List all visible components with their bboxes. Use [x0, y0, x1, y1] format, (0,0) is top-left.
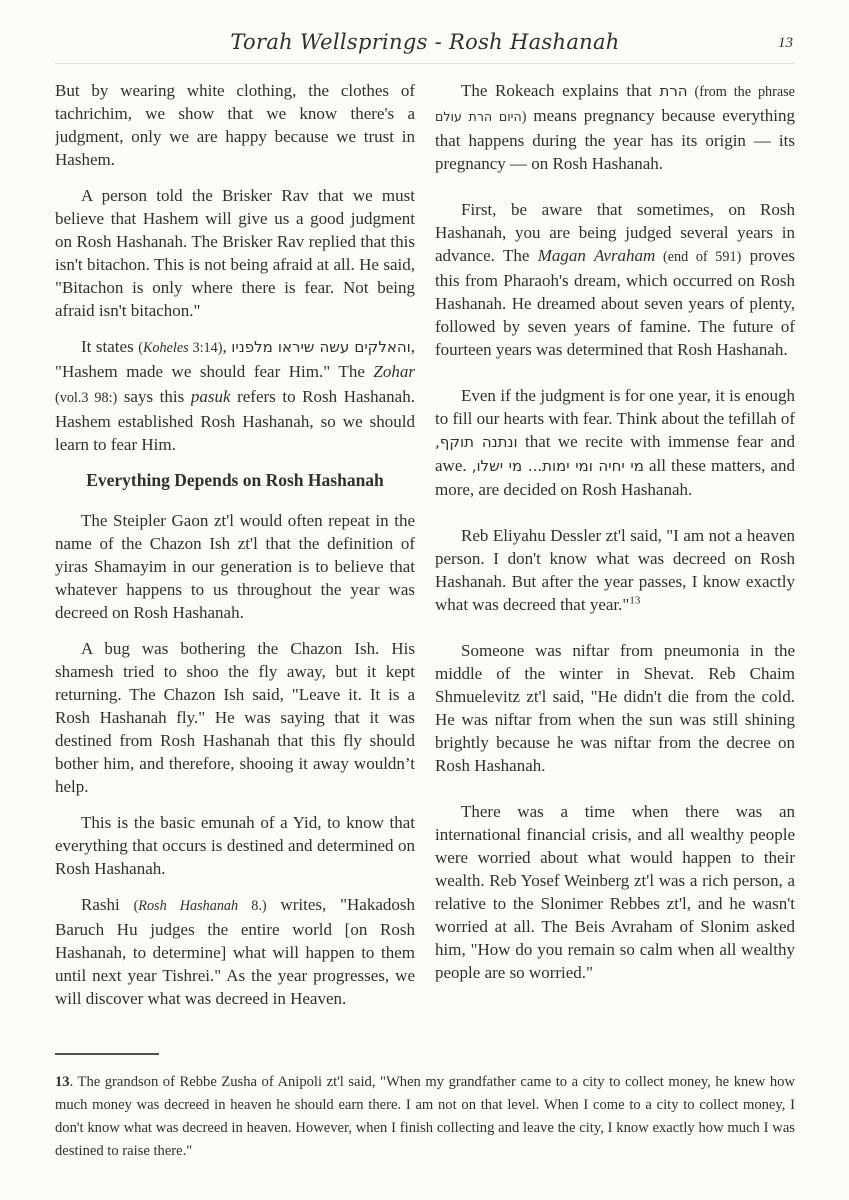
text-run: says this	[117, 387, 191, 406]
text-run: Rashi	[81, 895, 134, 914]
paragraph	[435, 800, 795, 984]
page-number: 13	[778, 35, 793, 51]
text-run: writes, "Hakadosh Baruch Hu judges the entire world [on Rosh Hashanah, to determine] what will happen to them until next year Tishrei." As the year progresses, we will discover what was decreed in Heaven.	[55, 895, 415, 1008]
footnote-area	[55, 1053, 795, 1163]
right-column	[435, 79, 795, 1047]
paragraph	[435, 384, 795, 501]
section-heading: Everything Depends on Rosh Hashanah	[86, 470, 384, 490]
text-run: Zohar	[373, 362, 415, 381]
text-run: 8.)	[238, 898, 267, 914]
text-run: Someone was niftar from pneumonia in the middle of the winter in Shevat. Reb Chaim Shmuelevitz zt'l said, "He didn't die from the cold. He was niftar from when the sun was still shining brightly because he was niftar from the decree on Rosh Hashanah.	[435, 641, 795, 775]
text-run: refers to Rosh Hashanah. Hashem established Rosh Hashanah, so we should learn to fear Him.	[55, 387, 415, 454]
paragraph	[55, 509, 415, 624]
text-run: It states	[81, 337, 139, 356]
text-run: all these matters, and more, are decided on Rosh Hashanah.	[435, 456, 795, 499]
paragraph	[435, 524, 795, 616]
page-title: Torah Wellsprings - Rosh Hashanah	[230, 30, 620, 54]
text-run: ,	[222, 337, 232, 356]
paragraph	[435, 198, 795, 361]
text-run: The Steipler Gaon zt'l would often repeat in the name of the Chazon Ish zt'l that the definition of yiras Shamayim in our generation is to believe that whatever happens to us throughout the year was decreed on Rosh Hashanah.	[55, 511, 415, 622]
left-column	[55, 79, 415, 1047]
footnote-reference: 13	[629, 594, 641, 607]
text-run: This is the basic emunah of a Yid, to know that everything that occurs is destined and determined on Rosh Hashanah.	[55, 813, 415, 878]
text-run: First, be aware that sometimes, on Rosh Hashanah, you are being judged several years in advance. The	[435, 200, 795, 265]
text-run: that we recite with immense fear and awe.	[435, 432, 795, 475]
paragraph	[435, 79, 795, 175]
hebrew-phrase: ונתנה תוקף,	[435, 433, 518, 451]
paragraph	[55, 335, 415, 456]
paragraph	[55, 811, 415, 880]
text-run: 13	[55, 1074, 70, 1090]
text-run: (	[133, 898, 139, 914]
paragraph	[55, 79, 415, 171]
page-header	[55, 30, 795, 64]
text-run: means pregnancy because everything that happens during the year has its origin — its pregnancy — on Rosh Hashanah.	[435, 106, 795, 173]
text-run: Reb Eliyahu Dessler zt'l said, "I am not a heaven person. I don't know what was decreed on Rosh Hashanah. But after the year passes, I know exactly what was decreed that year."	[435, 526, 795, 614]
hebrew-phrase: מי יחיה ומי ימות... מי ישלו,	[471, 457, 644, 475]
text-run: pasuk	[190, 387, 231, 406]
hebrew-phrase: והאלקים עשה שיראו מלפניו	[231, 338, 411, 356]
text-run: Koheles	[142, 340, 189, 356]
text-run: , "Hashem made we should fear Him." The	[55, 337, 416, 381]
paragraph	[55, 637, 415, 798]
two-column-body	[55, 79, 795, 1047]
hebrew-phrase: היום הרת עולם	[435, 109, 522, 124]
text-run: (from the phrase	[687, 84, 795, 100]
footnote-text	[55, 1071, 795, 1163]
text-run: But by wearing white clothing, the clothes of tachrichim, we show that we know there's a judgment, only we are happy because we trust in Hashem.	[55, 81, 415, 169]
text-run: A person told the Brisker Rav that we must believe that Hashem will give us a good judgment on Rosh Hashanah. The Brisker Rav replied that this isn't bitachon. This is not being afraid at all. He said, "Bitachon is only where there is fear. Not being afraid isn't bitachon."	[55, 186, 415, 320]
footnote-separator	[55, 1053, 159, 1055]
paragraph	[55, 893, 415, 1010]
text-run: (vol.3 98:)	[55, 390, 118, 406]
paragraph	[435, 639, 795, 777]
hebrew-phrase: הרת	[659, 82, 688, 100]
text-run: (end of 591)	[655, 249, 742, 265]
text-run: A bug was bothering the Chazon Ish. His shamesh tried to shoo the fly away, but it kept returning. The Chazon Ish said, "Leave it. It is a Rosh Hashanah fly." He was saying that it was destined from Rosh Hashanah that this fly should bother him, and therefore, shooing it away wouldn’t help.	[55, 639, 415, 796]
text-run: Even if the judgment is for one year, it is enough to fill our hearts with fear. Think about the tefillah of	[435, 386, 795, 428]
text-run: There was a time when there was an international financial crisis, and all wealthy people were worried about what would happen to their wealth. Reb Yosef Weinberg zt'l was a rich person, a relative to the Slonimer Rebbes zt'l, and he wasn't worried at all. The Beis Avraham of Slonim asked him, "How do you remain so calm when all wealthy people are so worried."	[435, 802, 795, 982]
text-run: proves this from Pharaoh's dream, which occurred on Rosh Hashanah. He dreamed about seven years of plenty, followed by seven years of famine. The future of fourteen years was determined that Rosh Hashanah.	[435, 246, 795, 359]
text-run: Rosh Hashanah	[138, 898, 239, 914]
text-run: (	[138, 340, 143, 356]
text-run: 3:14)	[188, 340, 223, 356]
text-run: The Rokeach explains that	[461, 81, 660, 100]
text-run: )	[521, 109, 527, 125]
text-run: Magan Avraham	[537, 246, 656, 265]
text-run: . The grandson of Rebbe Zusha of Anipoli zt'l said, "When my grandfather came to a city to collect money, he knew how much money was decreed in heaven he should earn there. I am not on that level. When I come to a city to collect money, I don't know what was decreed in heaven. However, when I finish collecting and leave the city, I know exactly how much I was destined to raise there."	[55, 1074, 795, 1159]
paragraph	[55, 184, 415, 322]
